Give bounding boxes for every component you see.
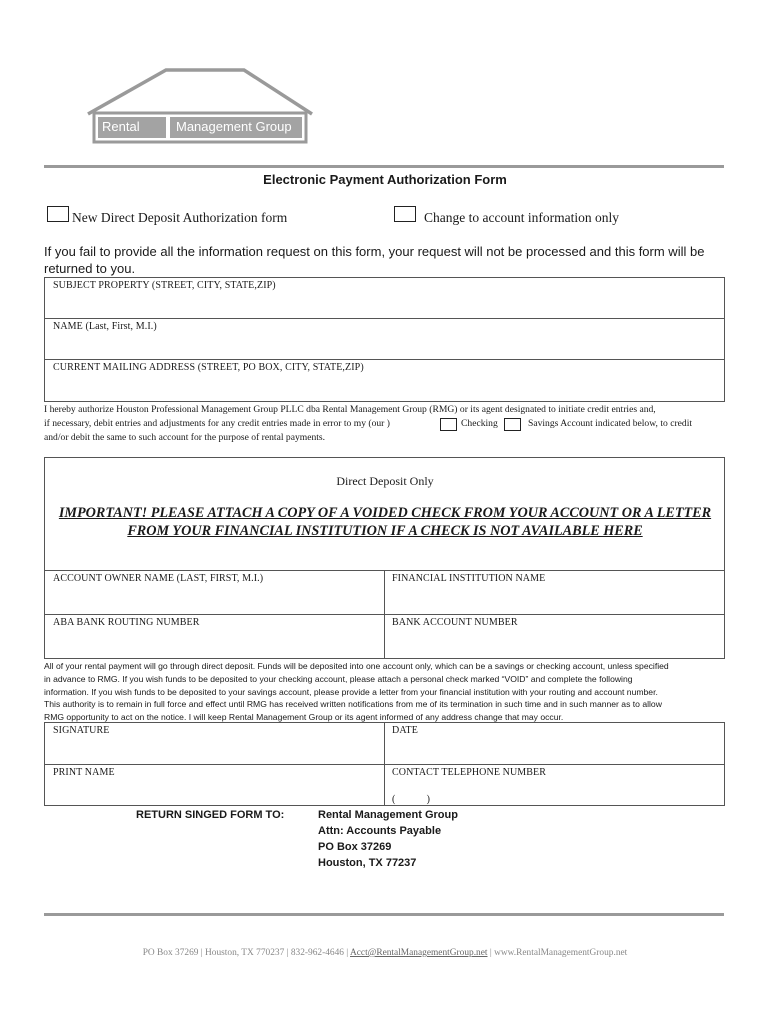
new-direct-deposit-label: New Direct Deposit Authorization form bbox=[72, 210, 288, 225]
form-title: Electronic Payment Authorization Form bbox=[263, 172, 507, 187]
date-label: DATE bbox=[392, 725, 418, 736]
savings-label: Savings Account indicated below, to credit bbox=[528, 418, 693, 429]
footer-website: | www.RentalManagementGroup.net bbox=[489, 948, 628, 958]
checking-label: Checking bbox=[461, 418, 498, 429]
contact-phone-label: CONTACT TELEPHONE NUMBER bbox=[392, 767, 547, 778]
return-address-line-3: PO Box 37269 bbox=[318, 841, 392, 853]
savings-checkbox[interactable] bbox=[504, 418, 521, 431]
footer-email-link[interactable]: Acct@RentalManagementGroup.net bbox=[350, 948, 488, 958]
account-number-label: BANK ACCOUNT NUMBER bbox=[392, 617, 518, 628]
terms-line-2: in advance to RMG. If you wish funds to be deposited to your checking account, please attach a personal check marked “VOID” and complete the following bbox=[44, 673, 633, 684]
logo-word-rental: Rental bbox=[102, 119, 140, 134]
footer-divider bbox=[44, 913, 724, 916]
print-name-label: PRINT NAME bbox=[53, 767, 115, 778]
intro-warning-text: If you fail to provide all the information request on this form, your request will not be processed and this form will be returned to you. bbox=[44, 244, 705, 276]
date-field[interactable] bbox=[384, 722, 725, 765]
logo-word-management-group: Management Group bbox=[176, 119, 292, 134]
authorization-paragraph bbox=[44, 403, 734, 445]
return-address-line-2: Attn: Accounts Payable bbox=[318, 825, 442, 837]
return-address-line-4: Houston, TX 77237 bbox=[318, 857, 417, 869]
important-voided-check-notice bbox=[46, 504, 724, 540]
authorization-line-3: and/or debit the same to such account for the purpose of rental payments. bbox=[44, 432, 326, 443]
footer-contact-info bbox=[0, 948, 770, 958]
footer-address-phone: PO Box 37269 | Houston, TX 770237 | 832-962-4646 | bbox=[142, 948, 349, 958]
account-owner-label: ACCOUNT OWNER NAME (LAST, FIRST, M.I.) bbox=[53, 573, 264, 584]
terms-line-5: RMG opportunity to act on the notice. I will keep Rental Management Group or its agent informed of any address change that may occur. bbox=[44, 712, 564, 723]
important-line-2: FROM YOUR FINANCIAL INSTITUTION IF A CHECK IS NOT AVAILABLE HERE bbox=[127, 523, 643, 539]
important-line-1: IMPORTANT! PLEASE ATTACH A COPY OF A VOIDED CHECK FROM YOUR ACCOUNT OR A LETTER bbox=[58, 505, 712, 521]
direct-deposit-terms bbox=[44, 660, 734, 724]
change-account-label: Change to account information only bbox=[424, 210, 619, 225]
name-label: NAME (Last, First, M.I.) bbox=[53, 321, 157, 332]
change-account-checkbox[interactable] bbox=[394, 206, 416, 222]
signature-label: SIGNATURE bbox=[53, 725, 110, 736]
return-address-line-1: Rental Management Group bbox=[318, 809, 458, 821]
new-direct-deposit-checkbox[interactable] bbox=[47, 206, 69, 222]
financial-institution-label: FINANCIAL INSTITUTION NAME bbox=[392, 573, 546, 584]
subject-property-label: SUBJECT PROPERTY (STREET, CITY, STATE,ZIP) bbox=[53, 280, 276, 291]
house-roof-logo-graphic bbox=[84, 68, 316, 146]
mailing-address-label: CURRENT MAILING ADDRESS (STREET, PO BOX, CITY, STATE,ZIP) bbox=[53, 362, 364, 373]
authorization-line-2-text: if necessary, debit entries and adjustments for any credit entries made in error to my (our ) bbox=[44, 418, 390, 429]
terms-line-1: All of your rental payment will go through direct deposit. Funds will be deposited into one account only, which can be a savings or checking account, unless specified bbox=[44, 661, 669, 671]
authorization-line-2 bbox=[44, 417, 734, 431]
direct-deposit-title: Direct Deposit Only bbox=[336, 474, 434, 488]
routing-number-label: ABA BANK ROUTING NUMBER bbox=[53, 617, 200, 628]
header-divider bbox=[44, 165, 724, 168]
terms-line-4: This authority is to remain in full force and effect until RMG has received written notifications from me of its termination in such time and in such manner as to allow bbox=[44, 699, 662, 710]
phone-area-code-format: ( ) bbox=[392, 794, 431, 805]
authorization-line-1: I hereby authorize Houston Professional Management Group PLLC dba Rental Management Group (RMG) or its agent designated to initiate credit entries and, bbox=[44, 404, 656, 415]
checking-checkbox[interactable] bbox=[440, 418, 457, 431]
terms-line-3: information. If you wish funds to be deposited to your savings account, please provide a letter from your financial institution with your routing and account number. bbox=[44, 686, 658, 697]
return-form-label: RETURN SINGED FORM TO: bbox=[136, 809, 285, 821]
